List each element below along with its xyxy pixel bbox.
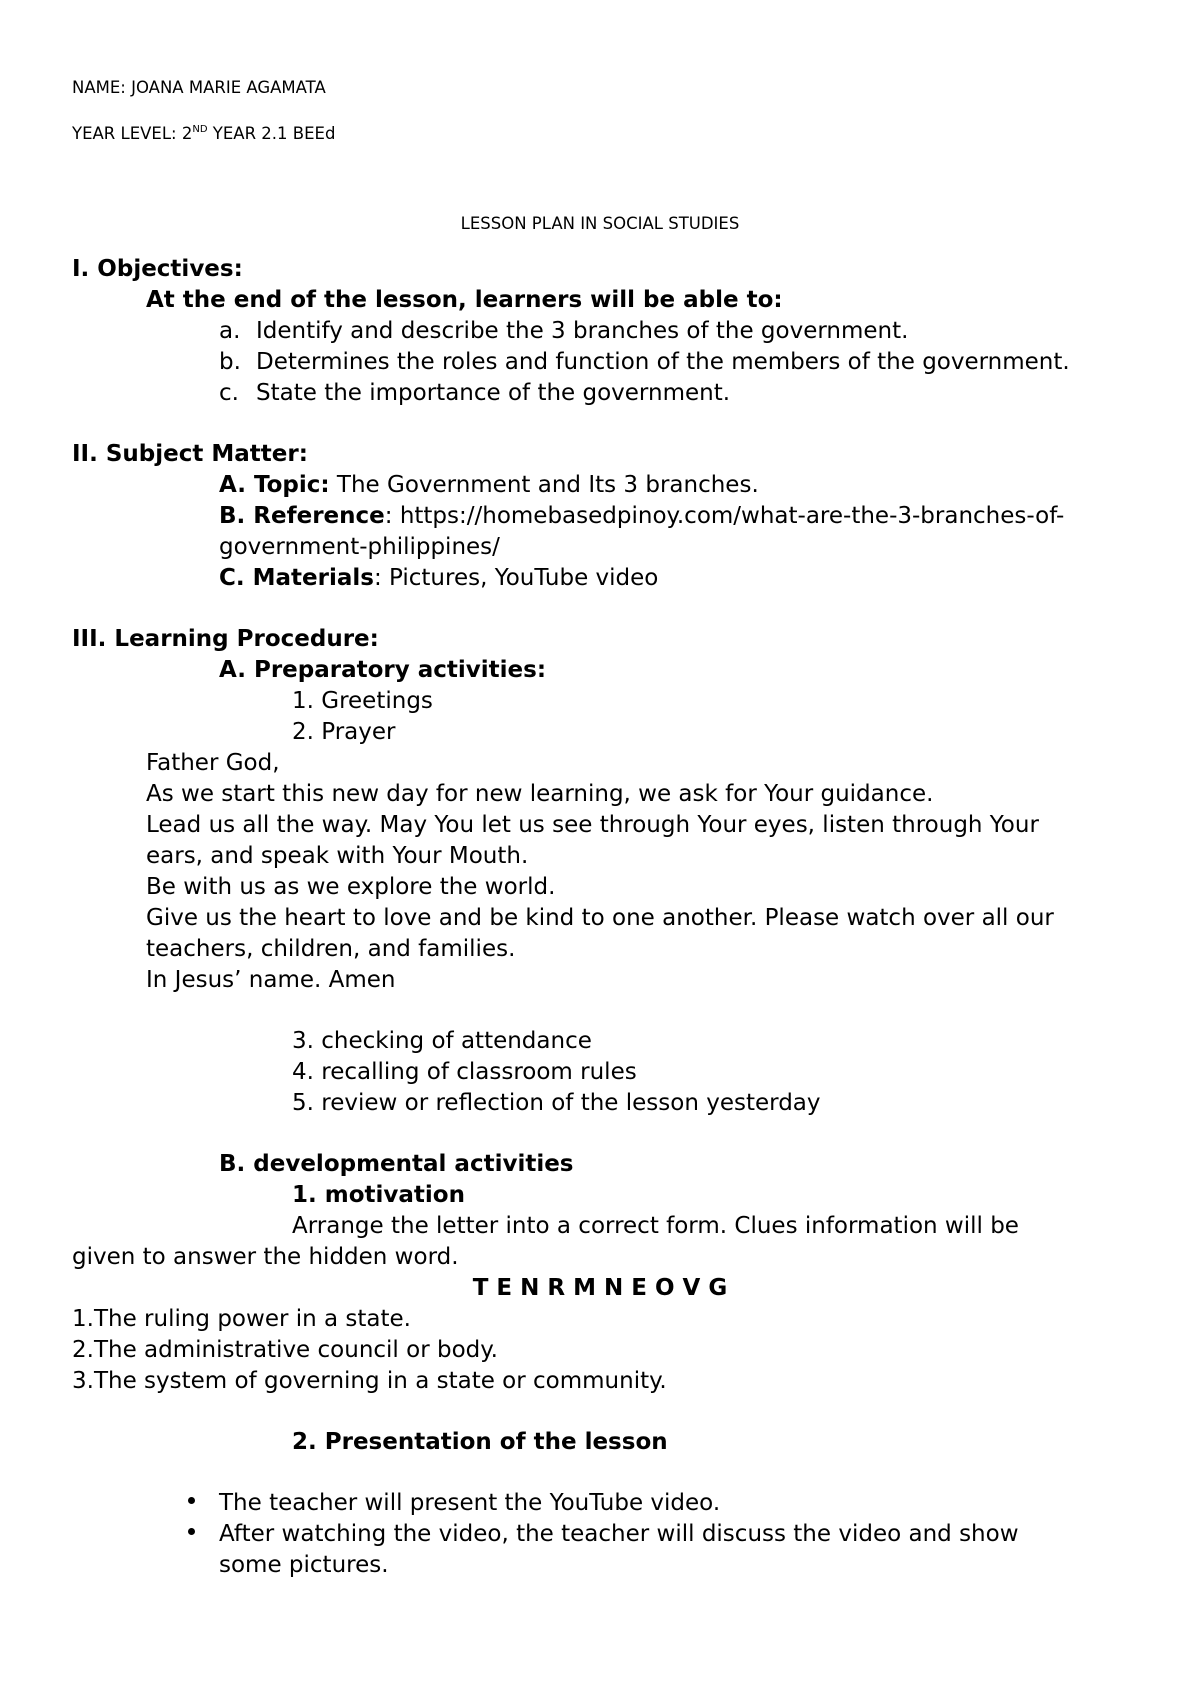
motivation-instruction: given to answer the hidden word. (72, 1244, 459, 1270)
preparatory-heading: A. Preparatory activities: (219, 657, 547, 683)
preparatory-item: 1. Greetings (292, 688, 433, 714)
objective-text: Determines the roles and function of the members of the government. (256, 349, 1070, 375)
objective-item: a. (219, 318, 241, 344)
year-level-line: YEAR LEVEL: 2ND YEAR 2.1 BEEd (72, 123, 336, 143)
document-title: LESSON PLAN IN SOCIAL STUDIES (460, 214, 740, 233)
presentation-item: some pictures. (219, 1552, 389, 1578)
materials-line: C. Materials: Pictures, YouTube video (219, 565, 659, 591)
presentation-heading: 2. Presentation of the lesson (292, 1429, 668, 1455)
prayer-line: teachers, children, and families. (146, 936, 516, 962)
reference-link-part2[interactable]: government-philippines/ (219, 534, 500, 560)
prayer-line: Lead us all the way. May You let us see through Your eyes, listen through Your (146, 812, 1039, 838)
objective-text: Identify and describe the 3 branches of the government. (256, 318, 909, 344)
section-learning-procedure-heading: III. Learning Procedure: (72, 626, 379, 652)
prayer-line: Be with us as we explore the world. (146, 874, 556, 900)
objectives-intro: At the end of the lesson, learners will be able to: (146, 287, 783, 313)
motivation-heading: 1. motivation (292, 1182, 465, 1208)
reference-link-part1[interactable]: https://homebasedpinoy.com/what-are-the-3-branches-of- (399, 503, 1065, 529)
prayer-line: ears, and speak with Your Mouth. (146, 843, 529, 869)
presentation-item: The teacher will present the YouTube video. (219, 1490, 721, 1516)
motivation-instruction: Arrange the letter into a correct form. Clues information will be (292, 1213, 1019, 1239)
objective-item: b. (219, 349, 241, 375)
preparatory-item: 4. recalling of classroom rules (292, 1059, 637, 1085)
student-name-line: NAME: JOANA MARIE AGAMATA (72, 78, 326, 97)
prayer-line: In Jesus’ name. Amen (146, 967, 396, 993)
clue-item: 3.The system of governing in a state or community. (72, 1368, 667, 1394)
clue-item: 1.The ruling power in a state. (72, 1306, 411, 1332)
preparatory-item: 3. checking of attendance (292, 1028, 592, 1054)
preparatory-item: 5. review or reflection of the lesson yesterday (292, 1090, 821, 1116)
objective-item: c. (219, 380, 239, 406)
developmental-heading: B. developmental activities (219, 1151, 574, 1177)
prayer-line: Give us the heart to love and be kind to one another. Please watch over all our (146, 905, 1054, 931)
presentation-item: After watching the video, the teacher will discuss the video and show (219, 1521, 1019, 1547)
prayer-line: Father God, (146, 750, 280, 776)
section-subject-matter-heading: II. Subject Matter: (72, 441, 308, 467)
objective-text: State the importance of the government. (256, 380, 731, 406)
preparatory-item: 2. Prayer (292, 719, 396, 745)
section-objectives-heading: I. Objectives: (72, 256, 243, 282)
prayer-line: As we start this new day for new learning, we ask for Your guidance. (146, 781, 934, 807)
bullet-icon (188, 1528, 195, 1535)
clue-item: 2.The administrative council or body. (72, 1337, 498, 1363)
reference-line: B. Reference: https://homebasedpinoy.com/what-are-the-3-branches-of- (219, 503, 1065, 529)
bullet-icon (188, 1497, 195, 1504)
scrambled-word: T E N R M N E O V G (472, 1275, 728, 1301)
topic-line: A. Topic: The Government and Its 3 branches. (219, 472, 759, 498)
